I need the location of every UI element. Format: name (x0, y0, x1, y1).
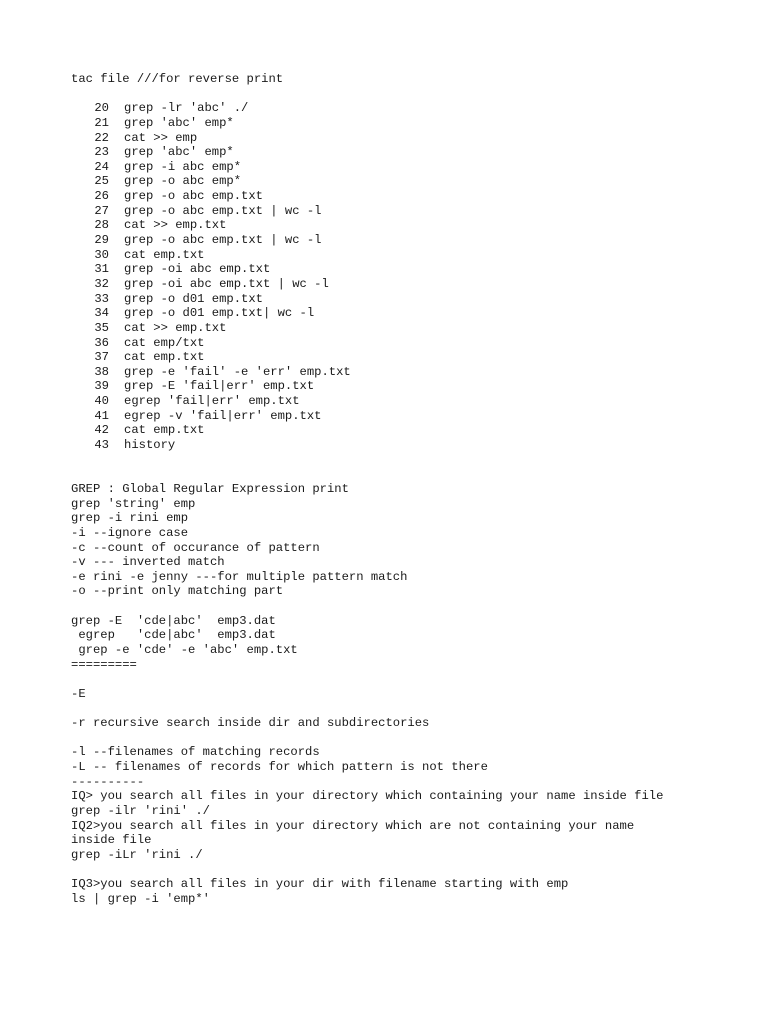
history-command: cat emp/txt (124, 335, 205, 350)
note-line: ---------- (71, 774, 145, 789)
history-command: grep -o abc emp* (124, 174, 242, 189)
history-row (71, 189, 761, 204)
note-line: ========= (71, 657, 137, 672)
history-number: 37 (94, 350, 109, 365)
history-number: 25 (94, 174, 109, 189)
history-number: 21 (94, 115, 109, 130)
history-command: grep 'abc' emp* (124, 145, 234, 160)
note-line: IQ2>you search all files in your directory which are not containing your name (71, 818, 635, 833)
history-row (71, 145, 761, 160)
note-line: -v --- inverted match (71, 555, 225, 570)
history-row (71, 248, 761, 263)
note-line: -c --count of occurance of pattern (71, 540, 320, 555)
history-number: 34 (94, 306, 109, 321)
history-row (71, 379, 761, 394)
history-command: cat emp.txt (124, 350, 205, 365)
blank-line (71, 453, 761, 468)
note-line: -E (71, 686, 86, 701)
history-row (71, 116, 761, 131)
blank-line (71, 863, 761, 878)
history-command: cat >> emp (124, 130, 198, 145)
history-command: grep -oi abc emp.txt (124, 262, 271, 277)
note-line: -l --filenames of matching records (71, 745, 320, 760)
history-command: grep -o abc emp.txt (124, 189, 263, 204)
history-row (71, 292, 761, 307)
history-command: egrep 'fail|err' emp.txt (124, 394, 300, 409)
history-number: 41 (94, 408, 109, 423)
note-line: egrep 'cde|abc' emp3.dat (71, 628, 276, 643)
history-command: grep -o abc emp.txt | wc -l (124, 203, 322, 218)
history-command: grep -e 'fail' -e 'err' emp.txt (124, 364, 351, 379)
history-number: 22 (94, 130, 109, 145)
history-row (71, 233, 761, 248)
note-line: ls | grep -i 'emp*' (71, 891, 210, 906)
note-line: grep -i rini emp (71, 511, 189, 526)
blank-line (71, 672, 761, 687)
history-row (71, 306, 761, 321)
history-row (71, 174, 761, 189)
history-row (71, 394, 761, 409)
history-number: 26 (94, 189, 109, 204)
history-command: grep -lr 'abc' ./ (124, 101, 249, 116)
history-command: cat >> emp.txt (124, 218, 227, 233)
history-row (71, 131, 761, 146)
history-row (71, 218, 761, 233)
history-command: grep -i abc emp* (124, 159, 242, 174)
note-line: grep -E 'cde|abc' emp3.dat (71, 613, 276, 628)
note-line: inside file (71, 833, 152, 848)
history-number: 35 (94, 320, 109, 335)
history-number: 30 (94, 247, 109, 262)
history-row (71, 365, 761, 380)
history-command: grep -o abc emp.txt | wc -l (124, 233, 322, 248)
history-row (71, 409, 761, 424)
history-row (71, 101, 761, 116)
history-number: 33 (94, 291, 109, 306)
blank-line (71, 599, 761, 614)
history-command: grep -o d01 emp.txt (124, 291, 263, 306)
note-line: -o --print only matching part (71, 584, 284, 599)
history-number: 24 (94, 159, 109, 174)
history-row (71, 423, 761, 438)
history-row (71, 321, 761, 336)
history-row (71, 160, 761, 175)
intro-line: tac file ///for reverse print (71, 72, 284, 86)
history-number: 31 (94, 262, 109, 277)
note-line: grep 'string' emp (71, 496, 196, 511)
history-command: cat emp.txt (124, 247, 205, 262)
history-row (71, 204, 761, 219)
history-command: cat >> emp.txt (124, 320, 227, 335)
history-number: 38 (94, 364, 109, 379)
note-line: -e rini -e jenny ---for multiple pattern match (71, 569, 408, 584)
blank-line (71, 467, 761, 482)
history-command: grep -oi abc emp.txt | wc -l (124, 276, 329, 291)
history-command: cat emp.txt (124, 423, 205, 438)
note-line: GREP : Global Regular Expression print (71, 481, 349, 496)
history-number: 29 (94, 233, 109, 248)
note-line: -i --ignore case (71, 525, 189, 540)
history-command: history (124, 438, 176, 453)
note-line: IQ> you search all files in your directory which containing your name inside file (71, 789, 664, 804)
blank-line (71, 87, 761, 102)
history-command: grep 'abc' emp* (124, 115, 234, 130)
history-number: 42 (94, 423, 109, 438)
history-row (71, 438, 761, 453)
note-line: grep -e 'cde' -e 'abc' emp.txt (71, 642, 298, 657)
history-command: grep -o d01 emp.txt| wc -l (124, 306, 315, 321)
note-line: IQ3>you search all files in your dir with filename starting with emp (71, 877, 569, 892)
note-line: -L -- filenames of records for which pattern is not there (71, 760, 488, 775)
history-row (71, 277, 761, 292)
history-row (71, 262, 761, 277)
history-number: 36 (94, 335, 109, 350)
history-number: 32 (94, 276, 109, 291)
history-number: 39 (94, 379, 109, 394)
blank-line (71, 731, 761, 746)
history-number: 28 (94, 218, 109, 233)
history-row (71, 336, 761, 351)
history-command: grep -E 'fail|err' emp.txt (124, 379, 315, 394)
history-command: egrep -v 'fail|err' emp.txt (124, 408, 322, 423)
history-number: 23 (94, 145, 109, 160)
history-row (71, 350, 761, 365)
document-text (71, 72, 761, 907)
notes-list (71, 482, 761, 907)
history-number: 20 (94, 101, 109, 116)
history-number: 27 (94, 203, 109, 218)
note-line: grep -iLr 'rini ./ (71, 847, 203, 862)
note-line: grep -ilr 'rini' ./ (71, 804, 210, 819)
history-number: 40 (94, 394, 109, 409)
history-list (71, 101, 761, 452)
note-line: -r recursive search inside dir and subdirectories (71, 716, 430, 731)
blank-line (71, 702, 761, 717)
history-number: 43 (94, 438, 109, 453)
